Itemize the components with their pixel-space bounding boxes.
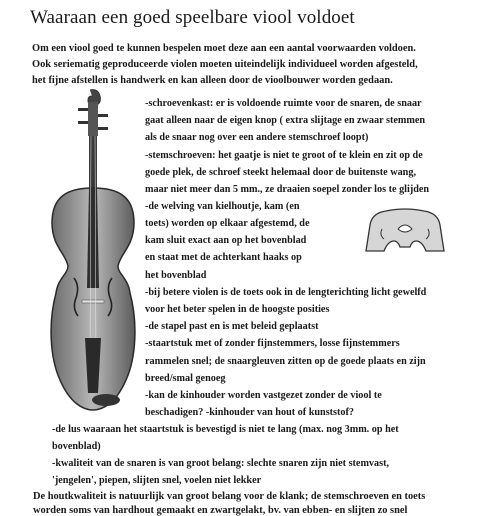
text-line: als de snaar nog over een andere stemschroef loopt) [145,132,369,143]
text-line: -kwaliteit van de snaren is van groot belang: slechte snaren zijn niet stemvast, [52,458,390,469]
footer-paragraph-line: De houtkwaliteit is natuurlijk van groot belang voor de klank; de stemschroeven en toets [33,491,426,502]
text-line: -de lus waaraan het staartstuk is bevestigd is niet te lang (max. nog 3mm. op het [52,424,399,435]
text-line: 'jengelen', piepen, slijten snel, voelen niet lekker [52,475,262,486]
page-title: Waaraan een goed speelbare viool voldoet [30,7,355,28]
violin-illustration [38,88,148,420]
intro-paragraph [32,41,482,89]
text-line: beschadigen? -kinhouder van hout of kunststof? [145,407,354,418]
text-line: het bovenblad [145,270,207,281]
intro-line: Ook seriematig geproduceerde violen moeten uiteindelijk individueel worden afgesteld, [32,59,418,70]
text-line: voor het beter spelen in de hoogste posities [145,304,330,315]
text-line: -bij betere violen is de toets ook in de lengterichting licht gewelfd [145,287,427,298]
intro-line: Om een viool goed te kunnen bespelen moet deze aan een aantal voorwaarden voldoen. [32,43,416,54]
text-line: bovenblad) [52,441,101,452]
text-line: rammelen snel; de snaargleuven zitten op de goede plaats en zijn [145,356,426,367]
text-line: breed/smal genoeg [145,373,226,384]
text-line: kam sluit exact aan op het bovenblad [145,235,307,246]
intro-line: het fijne afstellen is handwerk en kan alleen door de vioolbouwer worden gedaan. [32,75,393,86]
text-line: -kan de kinhouder worden vastgezet zonder de viool te [145,390,382,401]
violin-bridge-illustration [362,205,448,255]
text-line: gaat alleen naar de eigen knop ( extra slijtage en zwaar stemmen [145,115,426,126]
text-line: -stemschroeven: het gaatje is niet te groot of te klein en zit op de [145,150,423,161]
text-line: -schroevenkast: er is voldoende ruimte voor de snaren, de snaar [145,98,422,109]
text-line: -staartstuk met of zonder fijnstemmers, losse fijnstemmers [145,338,400,349]
text-line: toets) worden op elkaar afgestemd, de [145,218,310,229]
text-line: maar niet meer dan 5 mm., ze draaien soepel zonder los te glijden [145,184,430,195]
text-line: goede plek, de schroef steekt helemaal door de buitenste wang, [145,167,416,178]
footer-paragraph-line: worden soms van hardhout gemaakt en zwartgelakt, bv. van ebben- en slijten zo snel [33,505,408,516]
text-line: -de welving van kielhoutje, kam (en [145,201,300,212]
text-line: -de stapel past en is met beleid geplaatst [145,321,319,332]
text-line: en staat met de achterkant haaks op [145,252,302,263]
